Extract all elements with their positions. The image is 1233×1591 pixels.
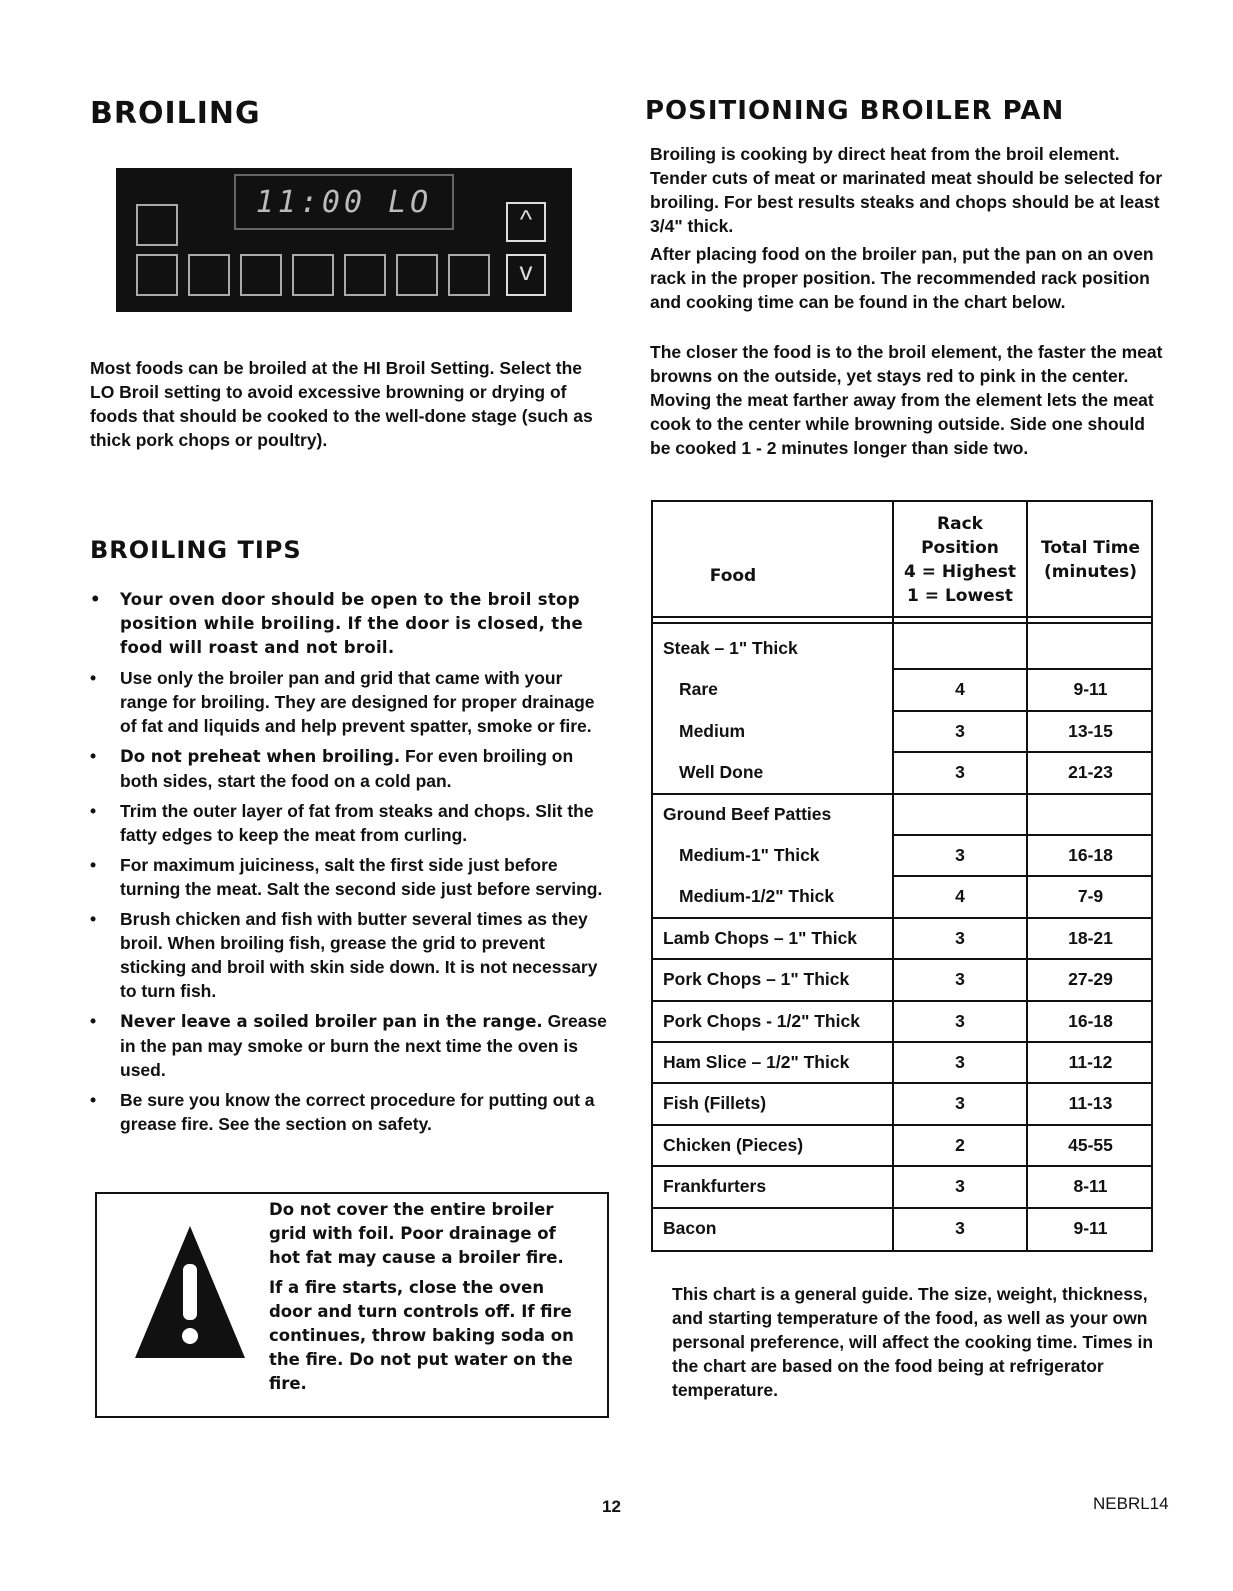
pad-key [240, 254, 282, 296]
table-cell-rack: 4 [955, 886, 965, 907]
header-rule [653, 616, 1151, 618]
table-cell-rack: 4 [955, 679, 965, 700]
table-cell-food: Ham Slice – 1/2" Thick [663, 1052, 850, 1072]
tip-item: • Do not preheat when broiling. For even broiling on both sides, start the food on a cold pan. [90, 746, 574, 791]
table-cell-time: 8-11 [1073, 1176, 1108, 1197]
header-rack-position: Rack Position 4 = Highest 1 = Lowest [903, 514, 1016, 606]
pad-key [188, 254, 230, 296]
table-cell-time: 11-13 [1068, 1093, 1113, 1114]
intro-paragraph-3: The closer the food is to the broil element, the faster the meat browns on the outside, yet stays red to pink in the center. Moving the meat farther away from the element lets the meat cook to the center while browning outside. Side one should be cooked 1 - 2 minutes longer than side two. [650, 342, 1163, 458]
table-cell-rack: 3 [955, 1093, 965, 1114]
table-cell-food: Pork Chops – 1" Thick [663, 969, 850, 990]
table-cell-rack: 3 [955, 927, 965, 948]
table-cell-food: Ground Beef Patties [663, 803, 832, 824]
broiling-tips-title: BROILING TIPS [90, 536, 302, 564]
table-cell-food: Medium-1" Thick [679, 845, 820, 865]
header-food: Food [709, 566, 757, 586]
table-cell-time: 13-15 [1068, 720, 1113, 741]
pad-key [292, 254, 334, 296]
warning-text-foil: Do not cover the entire broiler grid with foil. Poor drainage of hot fat may cause a broiler fire. [269, 1200, 564, 1267]
tip-item: • Your oven door should be open to the broil stop position while broiling. If the door is closed, the food will roast and not broil. [90, 590, 583, 657]
table-cell-time: 7-9 [1077, 886, 1104, 907]
page-number: 12 [602, 1497, 621, 1516]
table-cell-rack: 3 [955, 845, 965, 865]
table-cell-food: Chicken (Pieces) [663, 1134, 804, 1155]
table-cell-time: 16-18 [1068, 845, 1113, 865]
table-cell-food: Rare [679, 679, 718, 700]
control-display: 11:00 LO [234, 174, 454, 230]
pad-key [396, 254, 438, 296]
chart-note: This chart is a general guide. The size, weight, thickness, and starting temperature of the food, as well as your own personal preference, will affect the cooking time. Times in the chart are based on the food being at refrigerator temperature. [672, 1284, 1154, 1400]
table-cell-food: Medium-1/2" Thick [679, 886, 835, 907]
tip-item: • Be sure you know the correct procedure for putting out a grease fire. See the section on safety. [90, 1090, 595, 1134]
pad-key [136, 254, 178, 296]
pad-key [448, 254, 490, 296]
broiling-chart-table [651, 500, 1153, 1252]
table-cell-rack: 2 [955, 1134, 965, 1155]
table-cell-food: Bacon [663, 1217, 717, 1238]
warning-icon [131, 1222, 249, 1362]
broiling-title: BROILING [90, 96, 261, 131]
document-code: NEBRL14 [1093, 1494, 1169, 1513]
broil-intro: Most foods can be broiled at the HI Broil Setting. Select the LO Broil setting to avoid excessive browning or drying of foods that should be cooked to the well-done stage (such as thick pork chops or poultry). [90, 358, 593, 450]
tip-item: • Brush chicken and fish with butter several times as they broil. When broiling fish, grease the grid to prevent sticking and broil with skin side down. It is not necessary to turn fish. [90, 909, 598, 1001]
pad-key [344, 254, 386, 296]
tip-item: • Use only the broiler pan and grid that came with your range for broiling. They are designed for proper drainage of fat and liquids and help prevent spatter, smoke or fire. [90, 668, 595, 736]
table-cell-rack: 3 [955, 720, 965, 741]
header-total-time: Total Time (minutes) [1040, 538, 1141, 582]
fire-warning-box [95, 1192, 609, 1418]
header-rule [653, 622, 1151, 624]
table-cell-time: 21-23 [1068, 762, 1113, 783]
table-cell-food: Frankfurters [663, 1176, 767, 1197]
tip-item: • For maximum juiciness, salt the first side just before turning the meat. Salt the second side just before serving. [90, 855, 603, 899]
table-cell-time: 9-11 [1073, 679, 1108, 700]
table-cell-time: 9-11 [1073, 1217, 1108, 1238]
table-cell-time: 16-18 [1068, 1010, 1113, 1031]
table-cell-rack: 3 [955, 1217, 965, 1238]
oven-control-panel [116, 168, 572, 312]
clock-pad-key [136, 204, 178, 246]
up-arrow-key: ^ [506, 202, 546, 242]
broiling-tips-list [90, 588, 610, 1142]
table-cell-food: Steak – 1" Thick [663, 638, 798, 658]
table-cell-food: Pork Chops - 1/2" Thick [663, 1010, 860, 1031]
positioning-title: POSITIONING BROILER PAN [645, 96, 1065, 126]
table-cell-rack: 3 [955, 1176, 965, 1197]
table-cell-time: 11-12 [1068, 1052, 1113, 1072]
table-cell-time: 45-55 [1068, 1134, 1113, 1155]
table-cell-food: Well Done [679, 762, 764, 783]
table-cell-rack: 3 [955, 762, 965, 783]
intro-paragraph-1: Broiling is cooking by direct heat from the broil element. Tender cuts of meat or marinated meat should be selected for broiling. For best results steaks and chops should be at least 3/4" thick. [650, 144, 1163, 236]
warning-text-fire: If a fire starts, close the oven door and turn controls off. If fire continues, throw baking soda on the fire. Do not put water on the fire. [269, 1278, 574, 1393]
table-cell-time: 18-21 [1068, 927, 1113, 948]
table-cell-food: Fish (Fillets) [663, 1093, 767, 1114]
tip-item: • Trim the outer layer of fat from steaks and chops. Slit the fatty edges to keep the meat from curling. [90, 801, 594, 845]
table-cell-food: Medium [679, 720, 746, 741]
table-cell-food: Lamb Chops – 1" Thick [663, 927, 858, 948]
intro-paragraph-2: After placing food on the broiler pan, put the pan on an oven rack in the proper position. The recommended rack position and cooking time can be found in the chart below. [650, 244, 1154, 312]
table-cell-rack: 3 [955, 1052, 965, 1072]
tip-item: • Never leave a soiled broiler pan in the range. Grease in the pan may smoke or burn the next time the oven is used. [90, 1011, 607, 1080]
table-cell-rack: 3 [955, 1010, 965, 1031]
table-cell-rack: 3 [955, 969, 965, 990]
down-arrow-key: v [506, 254, 546, 296]
table-cell-time: 27-29 [1068, 969, 1113, 990]
